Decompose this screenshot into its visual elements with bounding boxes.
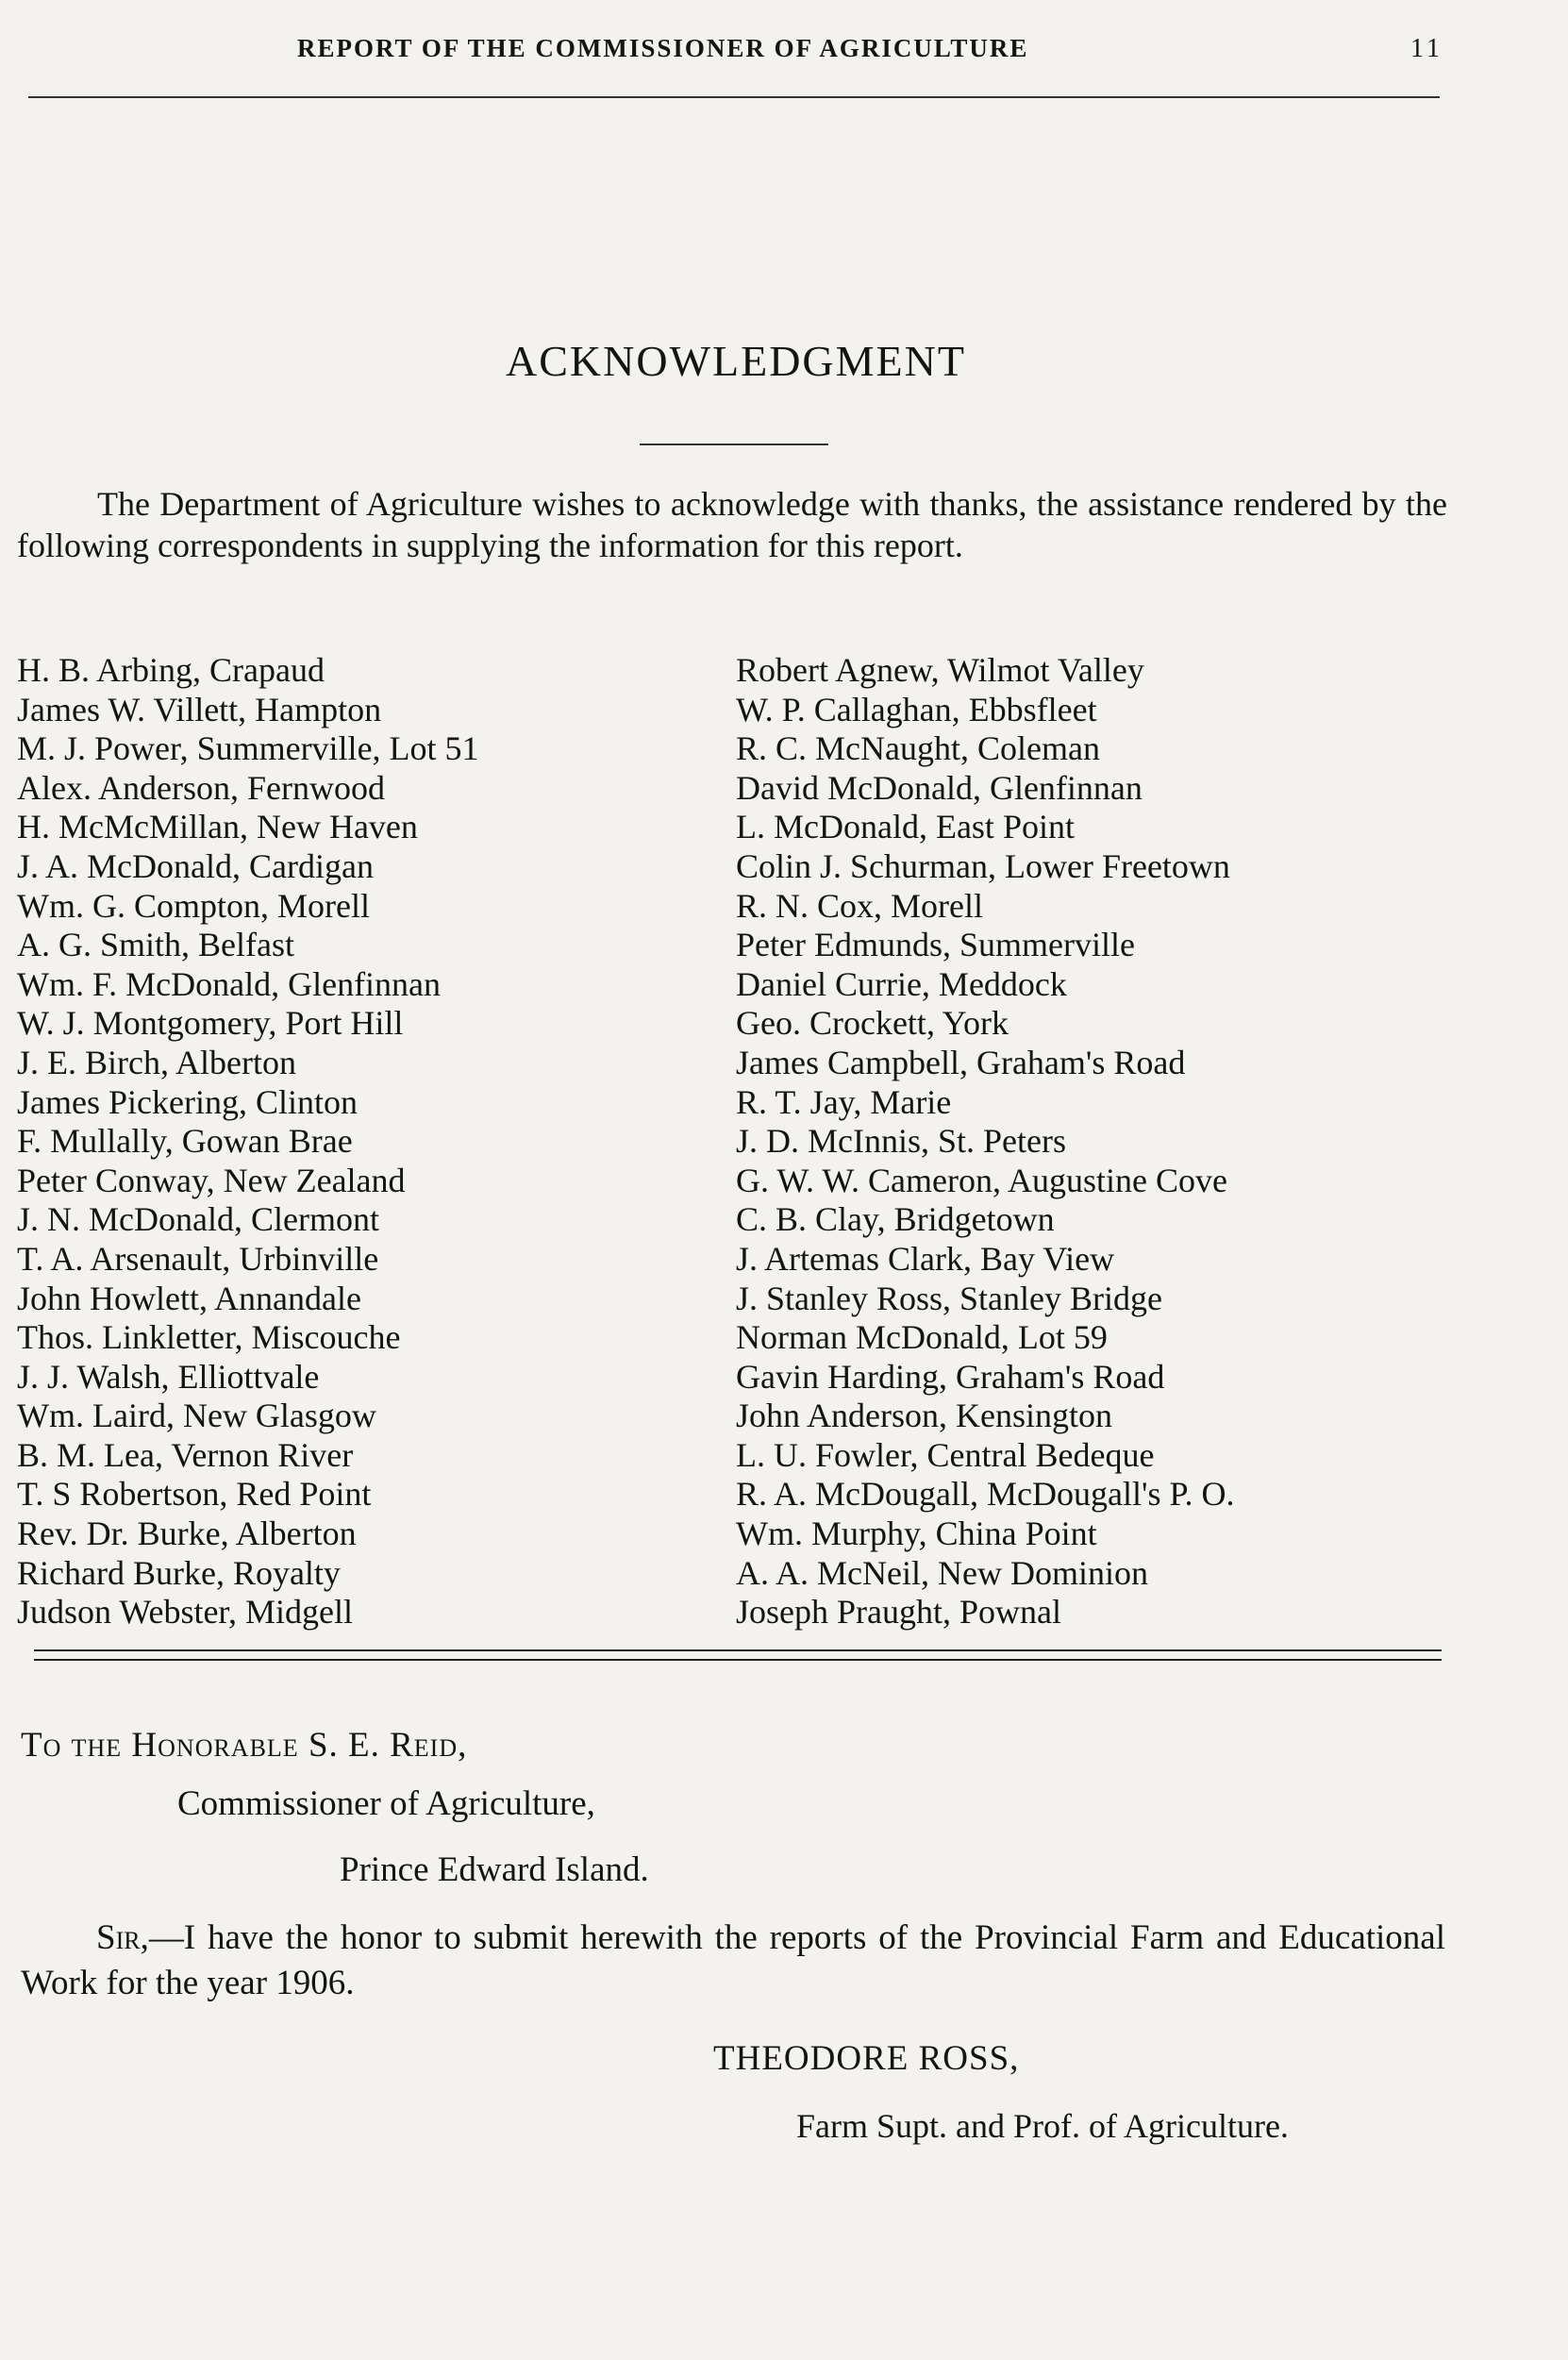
correspondent-entry: Wm. G. Compton, Morell bbox=[17, 886, 370, 925]
correspondent-entry: J. Artemas Clark, Bay View bbox=[736, 1239, 1115, 1278]
correspondent-entry: Richard Burke, Royalty bbox=[17, 1553, 341, 1592]
section-divider bbox=[34, 1649, 1442, 1661]
running-header bbox=[38, 34, 1443, 66]
correspondent-entry: Wm. Murphy, China Point bbox=[736, 1515, 1097, 1553]
correspondent-entry: John Howlett, Annandale bbox=[17, 1279, 361, 1317]
letter-addressee: To the Honorable S. E. Reid, bbox=[21, 1726, 468, 1765]
correspondent-entry: R. T. Jay, Marie bbox=[736, 1082, 952, 1121]
heading-rule bbox=[640, 444, 828, 445]
correspondent-entry: John Anderson, Kensington bbox=[736, 1397, 1112, 1435]
correspondent-entry: A. A. McNeil, New Dominion bbox=[736, 1553, 1148, 1592]
signature-name: THEODORE ROSS, bbox=[713, 2039, 1020, 2078]
correspondent-entry: F. Mullally, Gowan Brae bbox=[17, 1122, 353, 1161]
running-title: REPORT OF THE COMMISSIONER OF AGRICULTURE bbox=[297, 34, 1029, 62]
correspondent-entry: Norman McDonald, Lot 59 bbox=[736, 1318, 1108, 1357]
correspondent-entry: James Campbell, Graham's Road bbox=[736, 1043, 1186, 1081]
signature-title: Farm Supt. and Prof. of Agriculture. bbox=[796, 2107, 1289, 2145]
correspondent-entry: Rev. Dr. Burke, Alberton bbox=[17, 1515, 357, 1553]
correspondent-entry: J. Stanley Ross, Stanley Bridge bbox=[736, 1279, 1162, 1317]
correspondent-entry: H. B. Arbing, Crapaud bbox=[17, 651, 325, 689]
correspondent-entry: Thos. Linkletter, Miscouche bbox=[17, 1318, 401, 1357]
letter-salutation: Sir, bbox=[96, 1918, 149, 1957]
correspondent-entry: Peter Conway, New Zealand bbox=[17, 1161, 406, 1199]
correspondent-entry: T. S Robertson, Red Point bbox=[17, 1475, 372, 1514]
correspondent-entry: R. N. Cox, Morell bbox=[736, 886, 984, 925]
correspondent-entry: David McDonald, Glenfinnan bbox=[736, 768, 1143, 807]
letter-body bbox=[21, 1916, 1445, 2006]
correspondent-entry: Gavin Harding, Graham's Road bbox=[736, 1357, 1165, 1396]
correspondent-entry: J. J. Walsh, Elliottvale bbox=[17, 1357, 320, 1396]
correspondent-entry: Judson Webster, Midgell bbox=[17, 1593, 353, 1632]
correspondent-entry: A. G. Smith, Belfast bbox=[17, 926, 294, 964]
letter-address-line-2: Prince Edward Island. bbox=[340, 1850, 649, 1889]
correspondent-entry: G. W. W. Cameron, Augustine Cove bbox=[736, 1161, 1227, 1199]
correspondent-entry: B. M. Lea, Vernon River bbox=[17, 1435, 354, 1474]
correspondent-entry: James W. Villett, Hampton bbox=[17, 690, 382, 728]
correspondent-entry: J. D. McInnis, St. Peters bbox=[736, 1122, 1066, 1161]
correspondent-entry: Alex. Anderson, Fernwood bbox=[17, 768, 385, 807]
correspondent-entry: M. J. Power, Summerville, Lot 51 bbox=[17, 729, 479, 768]
correspondent-entry: Wm. F. McDonald, Glenfinnan bbox=[17, 964, 442, 1003]
section-heading: ACKNOWLEDGMENT bbox=[506, 337, 966, 385]
correspondent-entry: T. A. Arsenault, Urbinville bbox=[17, 1239, 379, 1278]
correspondent-entry: R. C. McNaught, Coleman bbox=[736, 729, 1100, 768]
page-number: 11 bbox=[1410, 34, 1443, 63]
correspondent-entry: J. A. McDonald, Cardigan bbox=[17, 846, 374, 885]
correspondent-entry: L. McDonald, East Point bbox=[736, 808, 1075, 846]
correspondent-entry: Wm. Laird, New Glasgow bbox=[17, 1397, 376, 1435]
correspondent-entry: James Pickering, Clinton bbox=[17, 1082, 358, 1121]
intro-paragraph: The Department of Agriculture wishes to acknowledge with thanks, the assistance rendered by the following correspondents in supplying the information for this report. bbox=[17, 485, 1447, 564]
correspondent-entry: R. A. McDougall, McDougall's P. O. bbox=[736, 1475, 1235, 1514]
header-rule bbox=[28, 96, 1440, 98]
correspondent-entry: H. McMcMillan, New Haven bbox=[17, 808, 418, 846]
correspondent-entry: Daniel Currie, Meddock bbox=[736, 964, 1067, 1003]
correspondents-right-column bbox=[736, 651, 1453, 1632]
correspondent-entry: W. J. Montgomery, Port Hill bbox=[17, 1004, 404, 1043]
correspondent-entry: W. P. Callaghan, Ebbsfleet bbox=[736, 690, 1097, 728]
letter-text: —I have the honor to submit herewith the reports of the Provincial Farm and Educational Work for the year 1906. bbox=[21, 1918, 1445, 2002]
correspondent-entry: J. E. Birch, Alberton bbox=[17, 1043, 296, 1081]
correspondent-entry: J. N. McDonald, Clermont bbox=[17, 1200, 379, 1239]
correspondents-left-column bbox=[17, 651, 734, 1632]
correspondent-entry: Robert Agnew, Wilmot Valley bbox=[736, 651, 1144, 689]
correspondent-entry: Joseph Praught, Pownal bbox=[736, 1593, 1061, 1632]
correspondent-entry: Colin J. Schurman, Lower Freetown bbox=[736, 846, 1230, 885]
correspondent-entry: L. U. Fowler, Central Bedeque bbox=[736, 1435, 1155, 1474]
correspondent-entry: Geo. Crockett, York bbox=[736, 1004, 1009, 1043]
correspondent-entry: Peter Edmunds, Summerville bbox=[736, 926, 1135, 964]
letter-address-line-1: Commissioner of Agriculture, bbox=[177, 1784, 595, 1823]
correspondent-entry: C. B. Clay, Bridgetown bbox=[736, 1200, 1055, 1239]
